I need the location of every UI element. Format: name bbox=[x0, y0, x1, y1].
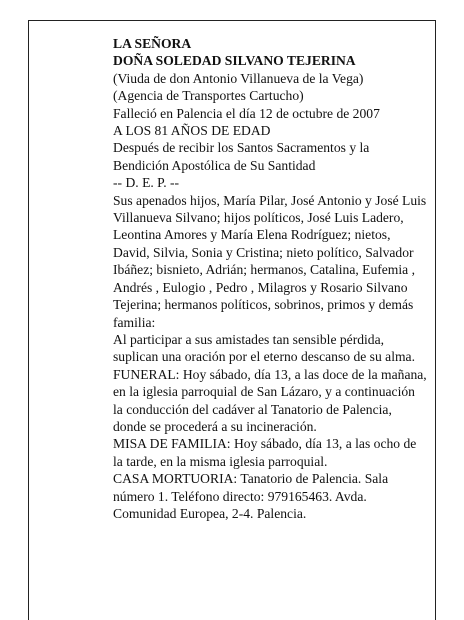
request-paragraph: Al participar a sus amistades tan sensible pérdida, suplican una oración por el eterno descanso de su alma. bbox=[113, 331, 415, 365]
age-line: A LOS 81 AÑOS DE EDAD bbox=[113, 123, 271, 139]
funeral-paragraph: FUNERAL: Hoy sábado, día 13, a las doce de la mañana, en la iglesia parroquial de San Lázaro, y a continuación la conducción del cadáver al Tanatorio de Palencia, donde se procederá a su incineración. bbox=[113, 366, 427, 434]
header-line-1: LA SEÑORA bbox=[113, 36, 192, 51]
deceased-name: DOÑA SOLEDAD SILVANO TEJERINA bbox=[113, 53, 356, 69]
funeral-home-paragraph: CASA MORTUORIA: Tanatorio de Palencia. Sala número 1. Teléfono directo: 979165463. Avda. Comunidad Europea, 2-4. Palencia. bbox=[113, 471, 389, 521]
family-mass-paragraph: MISA DE FAMILIA: Hoy sábado, día 13, a las ocho de la tarde, en la misma iglesia parroquial. bbox=[113, 436, 417, 469]
family-paragraph: Sus apenados hijos, María Pilar, José Antonio y José Luis Villanueva Silvano; hijos políticos, José Luis Ladero, Leontina Amores y María Elena Rodríguez; nietos, David, Silvia, Sonia y Cristina; nieto político, Salvador Ibáñez; bisnieto, Adrián; hermanos, Catalina, Eufemia , Andrés , Eulogio , Pedro , Milagros y Rosario Silvano Tejerina; hermanos políticos, sobrinos, primos y demás familia: bbox=[113, 192, 427, 330]
death-notice: Falleció en Palencia el día 12 de octubre de 2007 bbox=[113, 105, 380, 121]
obituary-text bbox=[113, 35, 428, 522]
company-line: (Agencia de Transportes Cartucho) bbox=[113, 88, 304, 104]
sacraments-line: Después de recibir los Santos Sacramentos y la Bendición Apostólica de Su Santidad bbox=[113, 140, 370, 173]
widow-of-line: (Viuda de don Antonio Villanueva de la Vega) bbox=[113, 70, 364, 86]
rip-line: -- D. E. P. -- bbox=[113, 175, 180, 191]
